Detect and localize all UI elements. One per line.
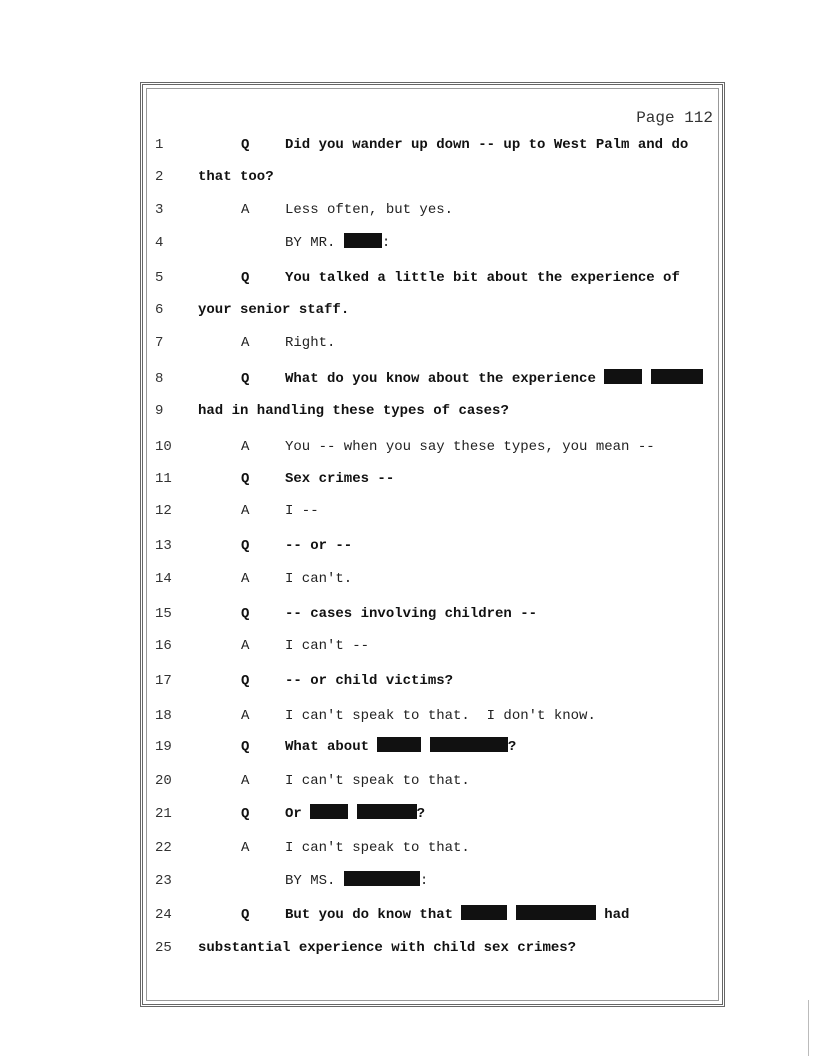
- text-after-redaction: ?: [507, 739, 517, 755]
- transcript-line: [0, 568, 816, 590]
- line-text: I can't.: [285, 571, 353, 587]
- transcript-line: [0, 267, 816, 289]
- line-text: had in handling these types of cases?: [198, 403, 509, 419]
- transcript-line: [0, 368, 816, 390]
- line-text: Sex crimes --: [285, 471, 395, 487]
- line-text: substantial experience with child sex crimes?: [198, 940, 577, 956]
- line-number: 15: [155, 606, 172, 622]
- text-before-redaction: But you do know that: [285, 907, 462, 923]
- line-number: 19: [155, 739, 172, 755]
- line-text: Right.: [285, 335, 336, 351]
- speaker-label: Q: [241, 606, 250, 622]
- line-text: [285, 803, 425, 825]
- transcript-line: [0, 500, 816, 522]
- line-text: I --: [285, 503, 319, 519]
- line-text: [285, 232, 390, 254]
- line-number: 14: [155, 571, 172, 587]
- text-after-redaction: ?: [416, 806, 426, 822]
- line-number: 17: [155, 673, 172, 689]
- line-text: [285, 368, 703, 390]
- transcript-line: [0, 870, 816, 892]
- line-text: -- cases involving children --: [285, 606, 538, 622]
- line-text: your senior staff.: [198, 302, 350, 318]
- line-text: -- or child victims?: [285, 673, 454, 689]
- transcript-line: [0, 400, 816, 422]
- transcript-line: [0, 468, 816, 490]
- line-number: 4: [155, 235, 164, 251]
- speaker-label: Q: [241, 471, 250, 487]
- line-number: 9: [155, 403, 164, 419]
- redaction-bar: [651, 369, 703, 384]
- line-text: I can't --: [285, 638, 370, 654]
- redaction-bar: [430, 737, 508, 752]
- page-number: Page 112: [636, 109, 713, 127]
- redaction-bar: [310, 804, 348, 819]
- line-text: [285, 870, 428, 892]
- line-text: You -- when you say these types, you mean --: [285, 439, 655, 455]
- line-text: You talked a little bit about the experience of: [285, 270, 680, 286]
- speaker-label: Q: [241, 673, 250, 689]
- line-text: I can't speak to that.: [285, 773, 470, 789]
- transcript-line: [0, 199, 816, 221]
- line-number: 20: [155, 773, 172, 789]
- speaker-label: A: [241, 708, 250, 724]
- line-text: -- or --: [285, 538, 353, 554]
- line-number: 13: [155, 538, 172, 554]
- redaction-bar: [377, 737, 421, 752]
- line-number: 7: [155, 335, 164, 351]
- transcript-line: [0, 535, 816, 557]
- redaction-bar: [461, 905, 507, 920]
- line-number: 8: [155, 371, 164, 387]
- transcript-line: [0, 134, 816, 156]
- line-number: 25: [155, 940, 172, 956]
- line-number: 16: [155, 638, 172, 654]
- speaker-label: Q: [241, 538, 250, 554]
- margin-rule: [808, 1000, 809, 1056]
- redaction-bar: [344, 871, 420, 886]
- redaction-bar: [357, 804, 417, 819]
- transcript-line: [0, 635, 816, 657]
- speaker-label: A: [241, 335, 250, 351]
- line-number: 3: [155, 202, 164, 218]
- transcript-line: [0, 332, 816, 354]
- speaker-label: A: [241, 503, 250, 519]
- transcript-line: [0, 166, 816, 188]
- line-number: 5: [155, 270, 164, 286]
- speaker-label: Q: [241, 371, 250, 387]
- speaker-label: Q: [241, 739, 250, 755]
- transcript-line: [0, 436, 816, 458]
- text-before-redaction: Or: [285, 806, 311, 822]
- line-number: 11: [155, 471, 172, 487]
- text-after-redaction: :: [381, 235, 391, 251]
- text-before-redaction: BY MR.: [285, 235, 344, 251]
- line-number: 23: [155, 873, 172, 889]
- transcript-line: [0, 803, 816, 825]
- transcript-line: [0, 904, 816, 926]
- speaker-label: A: [241, 202, 250, 218]
- line-text: Did you wander up down -- up to West Palm and do: [285, 137, 689, 153]
- speaker-label: Q: [241, 806, 250, 822]
- text-before-redaction: BY MS.: [285, 873, 344, 889]
- transcript-line: [0, 603, 816, 625]
- redaction-bar: [516, 905, 596, 920]
- line-text: I can't speak to that. I don't know.: [285, 708, 596, 724]
- text-before-redaction: What do you know about the experience: [285, 371, 596, 387]
- line-number: 12: [155, 503, 172, 519]
- speaker-label: A: [241, 840, 250, 856]
- transcript-line: [0, 670, 816, 692]
- text-before-redaction: What about: [285, 739, 378, 755]
- line-text: Less often, but yes.: [285, 202, 454, 218]
- speaker-label: Q: [241, 270, 250, 286]
- line-number: 18: [155, 708, 172, 724]
- line-text: [285, 736, 516, 758]
- transcript-line: [0, 837, 816, 859]
- line-number: 1: [155, 137, 164, 153]
- line-text: [285, 904, 629, 926]
- line-number: 2: [155, 169, 164, 185]
- line-text: I can't speak to that.: [285, 840, 470, 856]
- transcript-line: [0, 736, 816, 758]
- text-after-redaction: had: [595, 907, 630, 923]
- speaker-label: A: [241, 439, 250, 455]
- line-number: 24: [155, 907, 172, 923]
- speaker-label: A: [241, 571, 250, 587]
- line-number: 21: [155, 806, 172, 822]
- line-text: that too?: [198, 169, 274, 185]
- transcript-line: [0, 232, 816, 254]
- speaker-label: Q: [241, 907, 250, 923]
- line-number: 10: [155, 439, 172, 455]
- speaker-label: A: [241, 638, 250, 654]
- line-number: 22: [155, 840, 172, 856]
- speaker-label: Q: [241, 137, 250, 153]
- redaction-bar: [604, 369, 642, 384]
- transcript-line: [0, 937, 816, 959]
- transcript-line: [0, 770, 816, 792]
- transcript-line: [0, 705, 816, 727]
- line-number: 6: [155, 302, 164, 318]
- transcript-line: [0, 299, 816, 321]
- speaker-label: A: [241, 773, 250, 789]
- redaction-bar: [344, 233, 382, 248]
- text-after-redaction: :: [419, 873, 429, 889]
